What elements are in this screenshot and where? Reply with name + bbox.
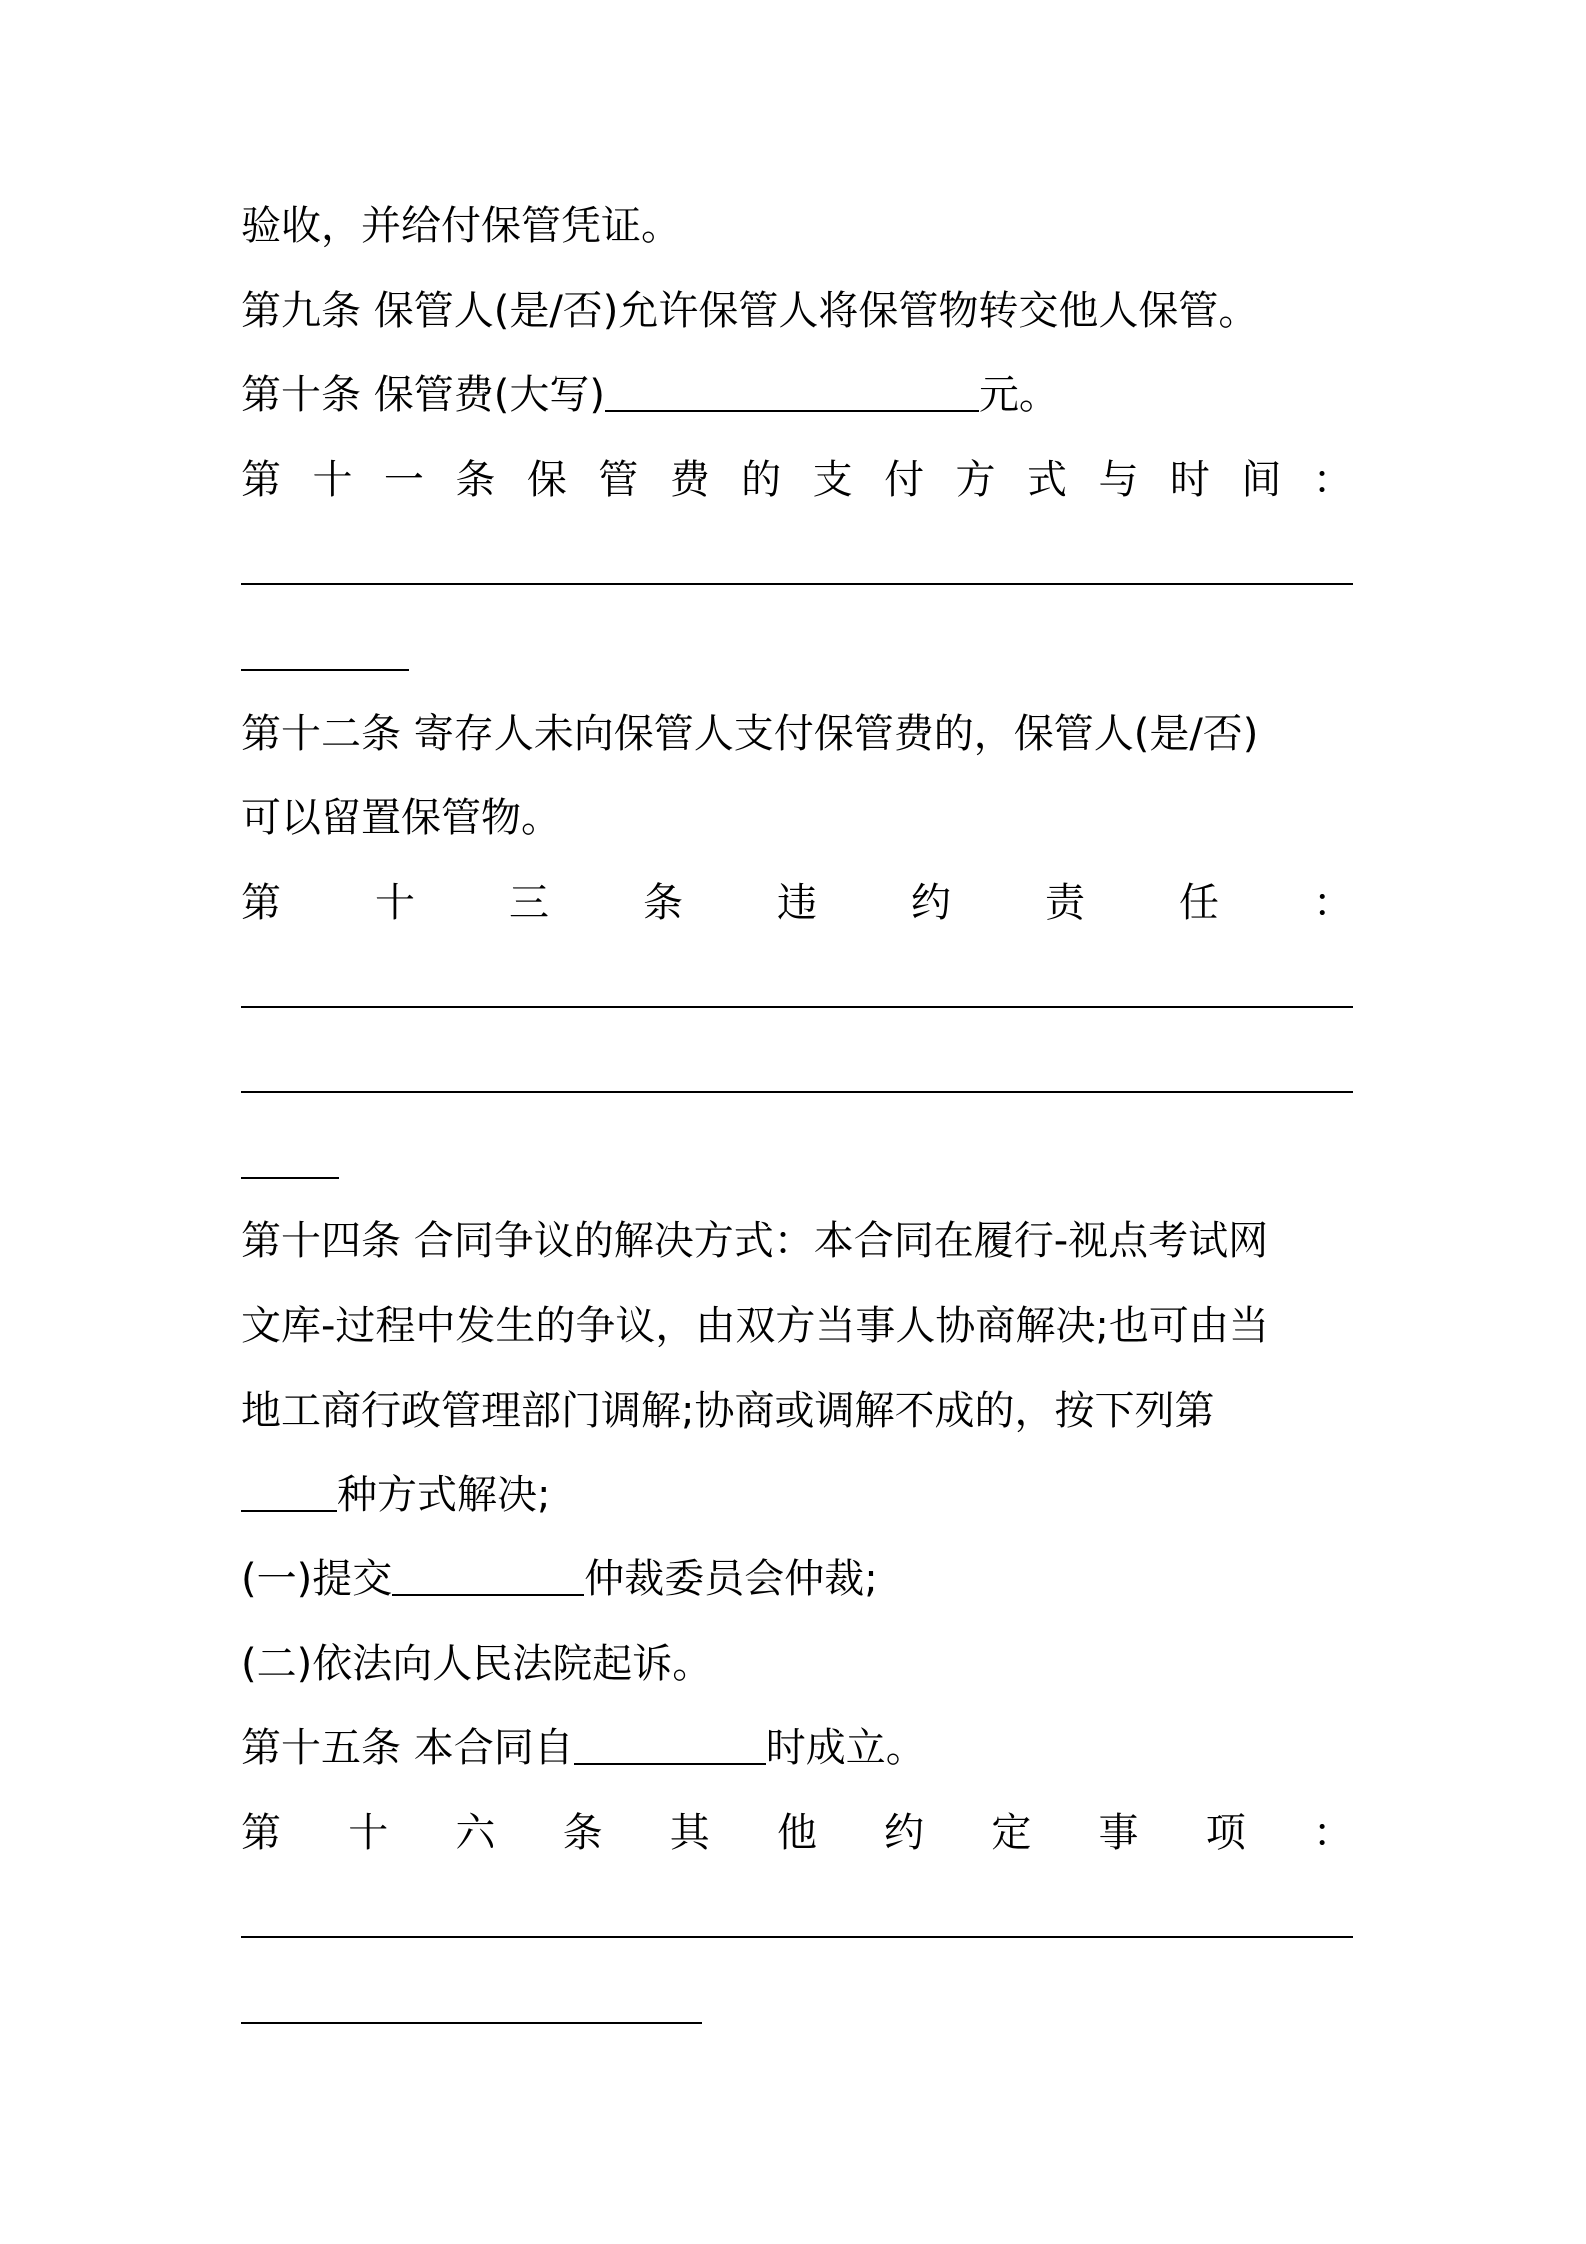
article-11-blank-line-1: [241, 583, 1353, 585]
article-11-char: 时: [1169, 457, 1210, 503]
article-11-char: 十: [312, 457, 353, 503]
article-13-char: 第: [241, 880, 281, 926]
arbitration-committee-blank: [392, 1554, 584, 1596]
article-14-line-3: 地工商行政管理部门调解;协商或调解不成的，按下列第: [241, 1388, 1215, 1434]
article-16-char: 事: [1098, 1810, 1139, 1856]
article-13-char: 条: [643, 880, 683, 926]
article-11-char: ：: [1312, 457, 1353, 503]
article-15-prefix: 第十五条 本合同自: [241, 1725, 574, 1771]
article-11-char: 与: [1098, 457, 1139, 503]
article-11-char: 费: [669, 457, 710, 503]
article-16-char: 项: [1205, 1810, 1246, 1856]
article-11-char: 条: [455, 457, 496, 503]
effective-time-blank: [574, 1723, 766, 1765]
article-10: [241, 365, 1353, 425]
article-12-line-1: 第十二条 寄存人未向保管人支付保管费的，保管人(是/否): [241, 711, 1259, 757]
article-16-blank-line-2: [241, 2022, 702, 2024]
article-11-char: 支: [812, 457, 853, 503]
article-11-char: 式: [1026, 457, 1067, 503]
article-11-char: 付: [884, 457, 925, 503]
article-16-blank-line-1: [241, 1936, 1353, 1938]
article-16-char: 条: [562, 1810, 603, 1856]
article-12-line-2: 可以留置保管物。: [241, 795, 561, 841]
article-11-char: 管: [598, 457, 639, 503]
article-11-char: 第: [241, 457, 281, 503]
article-16-char: 定: [991, 1810, 1032, 1856]
article-10-prefix: 第十条 保管费(大写): [241, 372, 605, 418]
article-13-char: 违: [777, 880, 817, 926]
article-16-char: 十: [348, 1810, 389, 1856]
article-13-blank-line-1: [241, 1006, 1353, 1008]
option-1-prefix: (一)提交: [241, 1556, 393, 1602]
article-16-char: 第: [241, 1810, 281, 1856]
article-16-char: ：: [1312, 1810, 1353, 1856]
method-number-blank: [241, 1470, 337, 1512]
article-14-line-2: 文库-过程中发生的争议，由双方当事人协商解决;也可由当: [241, 1303, 1269, 1349]
option-1-suffix: 仲裁委员会仲裁;: [584, 1556, 878, 1602]
article-13-char: 约: [911, 880, 951, 926]
article-13-char: 十: [375, 880, 415, 926]
article-14-line-4-suffix: 种方式解决;: [337, 1472, 551, 1518]
article-16-heading: [241, 1803, 1353, 1863]
option-1: [241, 1549, 1353, 1609]
continuation-line: 验收，并给付保管凭证。: [241, 203, 681, 249]
article-14-line-1: 第十四条 合同争议的解决方式：本合同在履行-视点考试网: [241, 1218, 1269, 1264]
article-13-blank-line-3: [241, 1177, 339, 1179]
article-11-heading: [241, 450, 1353, 510]
article-14-line-4: [241, 1465, 1353, 1525]
article-11-char: 间: [1241, 457, 1282, 503]
article-16-char: 他: [776, 1810, 817, 1856]
article-15-suffix: 时成立。: [765, 1725, 926, 1771]
article-11-blank-line-2: [241, 669, 409, 671]
article-13-char: ：: [1313, 880, 1353, 926]
article-13-heading: [241, 873, 1353, 933]
article-16-char: 其: [669, 1810, 710, 1856]
article-11-char: 的: [741, 457, 782, 503]
article-11-char: 保: [526, 457, 567, 503]
article-10-suffix: 元。: [978, 372, 1059, 418]
article-11-char: 一: [383, 457, 424, 503]
article-15: [241, 1718, 1353, 1778]
article-16-char: 六: [455, 1810, 496, 1856]
article-11-char: 方: [955, 457, 996, 503]
option-2: (二)依法向人民法院起诉。: [241, 1641, 713, 1687]
fee-amount-blank: [605, 370, 979, 412]
article-13-char: 责: [1045, 880, 1085, 926]
article-13-char: 三: [509, 880, 549, 926]
article-13-blank-line-2: [241, 1091, 1353, 1093]
article-16-char: 约: [884, 1810, 925, 1856]
article-13-char: 任: [1179, 880, 1219, 926]
article-9: 第九条 保管人(是/否)允许保管人将保管物转交他人保管。: [241, 288, 1259, 334]
